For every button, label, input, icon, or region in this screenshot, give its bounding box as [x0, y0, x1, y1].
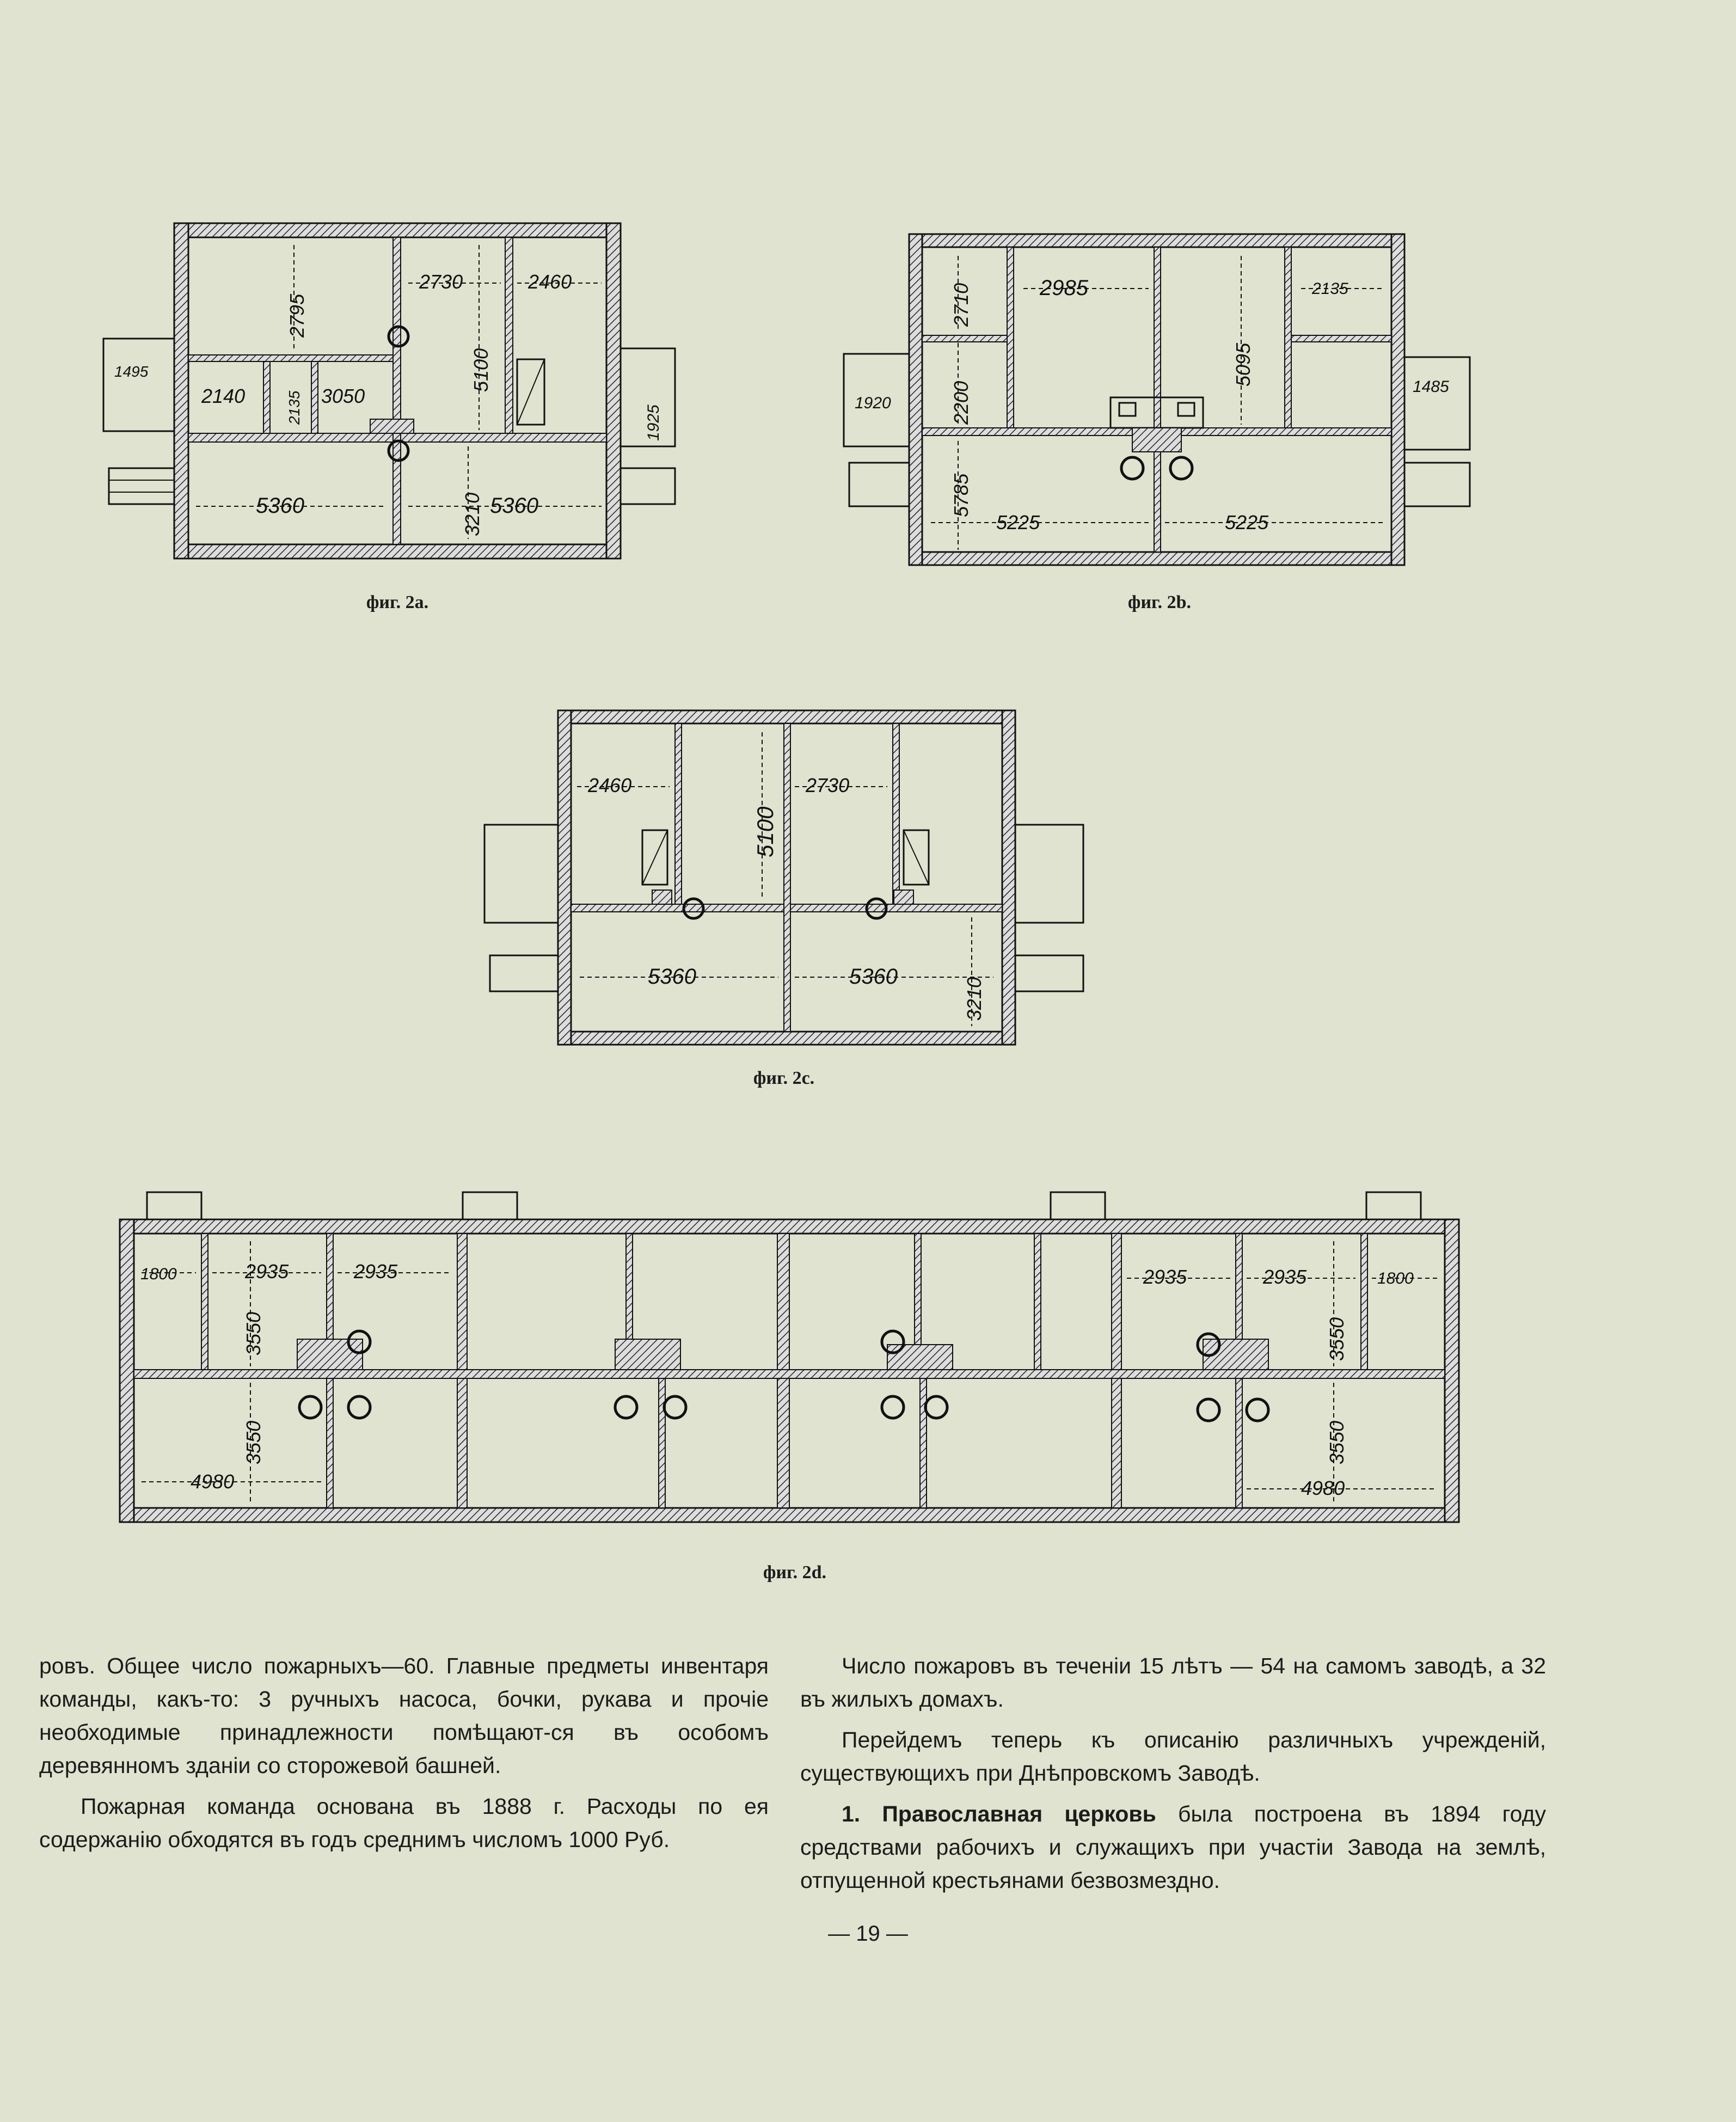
dim-label: 2460: [528, 271, 572, 293]
dim-label: 2460: [588, 774, 632, 796]
left-paragraph-2: Пожарная команда основана въ 1888 г. Расходы по ея содержанiю обходятся въ годъ среднимъ числомъ 1000 Руб.: [39, 1794, 769, 1852]
left-paragraph-1: ровъ. Общее число пожарныхъ—60. Главные предметы инвентаря команды, какъ-то: 3 ручныхъ насоса, бочки, рукава и прочiе необходимые принадлежности помѣщают-ся въ особомъ деревянномъ зданiи со сторожевой башней.: [39, 1653, 769, 1778]
right-column: [800, 1649, 1546, 1905]
dim-label: 2935: [354, 1260, 398, 1283]
figure-2a-caption: фиг. 2а.: [366, 592, 429, 612]
dim-label: 1920: [855, 394, 891, 412]
dim-label: 2200: [950, 381, 972, 425]
dim-label: 2935: [1263, 1266, 1307, 1288]
dim-label: 5785: [950, 473, 972, 517]
dim-label: 3050: [321, 385, 365, 407]
dim-label: 3550: [1326, 1317, 1348, 1361]
dim-label: 5360: [648, 965, 696, 989]
dim-label: 5225: [996, 511, 1040, 533]
floor-plan-2c: [479, 705, 1100, 1053]
floor-plan-2a: [98, 212, 662, 582]
dim-label: 2135: [286, 390, 303, 425]
dim-label: 2985: [1040, 276, 1088, 300]
page-number: — 19 —: [828, 1922, 908, 1946]
right-paragraph-2: Перейдемъ теперь къ описанiю различныхъ учрежденiй, существующихъ при Днѣпровскомъ Заводѣ.: [800, 1727, 1546, 1786]
figure-2d-caption: фиг. 2d.: [763, 1562, 827, 1583]
dim-label: 2710: [950, 283, 972, 327]
dim-label: 1800: [1377, 1269, 1414, 1287]
dim-label: 5095: [1232, 342, 1254, 387]
dim-label: 5100: [470, 348, 492, 392]
right-paragraph-3: [800, 1798, 1546, 1897]
figure-2d: [114, 1181, 1470, 1541]
dim-label: 4980: [191, 1470, 235, 1493]
dim-label: 5225: [1225, 511, 1269, 533]
dim-label: 1485: [1413, 378, 1449, 396]
dim-label: 2795: [286, 293, 308, 338]
dim-label: 3550: [242, 1420, 265, 1464]
dim-label: 2135: [1312, 280, 1348, 298]
dim-label: 3210: [963, 977, 985, 1021]
figure-2c-caption: фиг. 2с.: [753, 1068, 815, 1088]
dim-label: 2935: [1143, 1266, 1187, 1288]
dim-label: 2935: [245, 1260, 289, 1283]
dim-label: 5100: [752, 806, 778, 857]
figure-2b-caption: фиг. 2b.: [1127, 592, 1192, 612]
right-paragraph-1: Число пожаровъ въ теченiи 15 лѣтъ — 54 на самомъ заводѣ, а 32 въ жилыхъ домахъ.: [800, 1653, 1546, 1712]
figure-2c: [479, 705, 1100, 1053]
left-column: [39, 1649, 769, 1864]
dim-label: 3550: [242, 1311, 265, 1356]
church-heading: 1. Православная церковь: [842, 1801, 1156, 1826]
dim-label: 3550: [1326, 1420, 1348, 1464]
floor-plan-2d: [114, 1181, 1470, 1541]
dim-label: 5360: [490, 494, 538, 518]
figure-2b: [838, 229, 1475, 572]
figure-2a: [98, 212, 662, 582]
floor-plan-2b: [838, 229, 1475, 572]
dim-label: 5360: [849, 965, 898, 989]
dim-label: 5360: [256, 494, 304, 518]
dim-label: 1495: [114, 363, 149, 380]
dim-label: 2730: [419, 271, 463, 293]
dim-label: 3210: [461, 492, 483, 536]
dim-label: 1925: [645, 404, 662, 441]
dim-label: 2140: [201, 385, 246, 407]
dim-label: 1800: [140, 1265, 177, 1283]
dim-label: 4980: [1301, 1477, 1345, 1499]
church-text: была построена въ 1894 году средствами рабочихъ и служащихъ при участiи Завода на землѣ, отпущенной крестьянами безвозмездно.: [800, 1801, 1546, 1893]
dim-label: 2730: [806, 774, 850, 796]
